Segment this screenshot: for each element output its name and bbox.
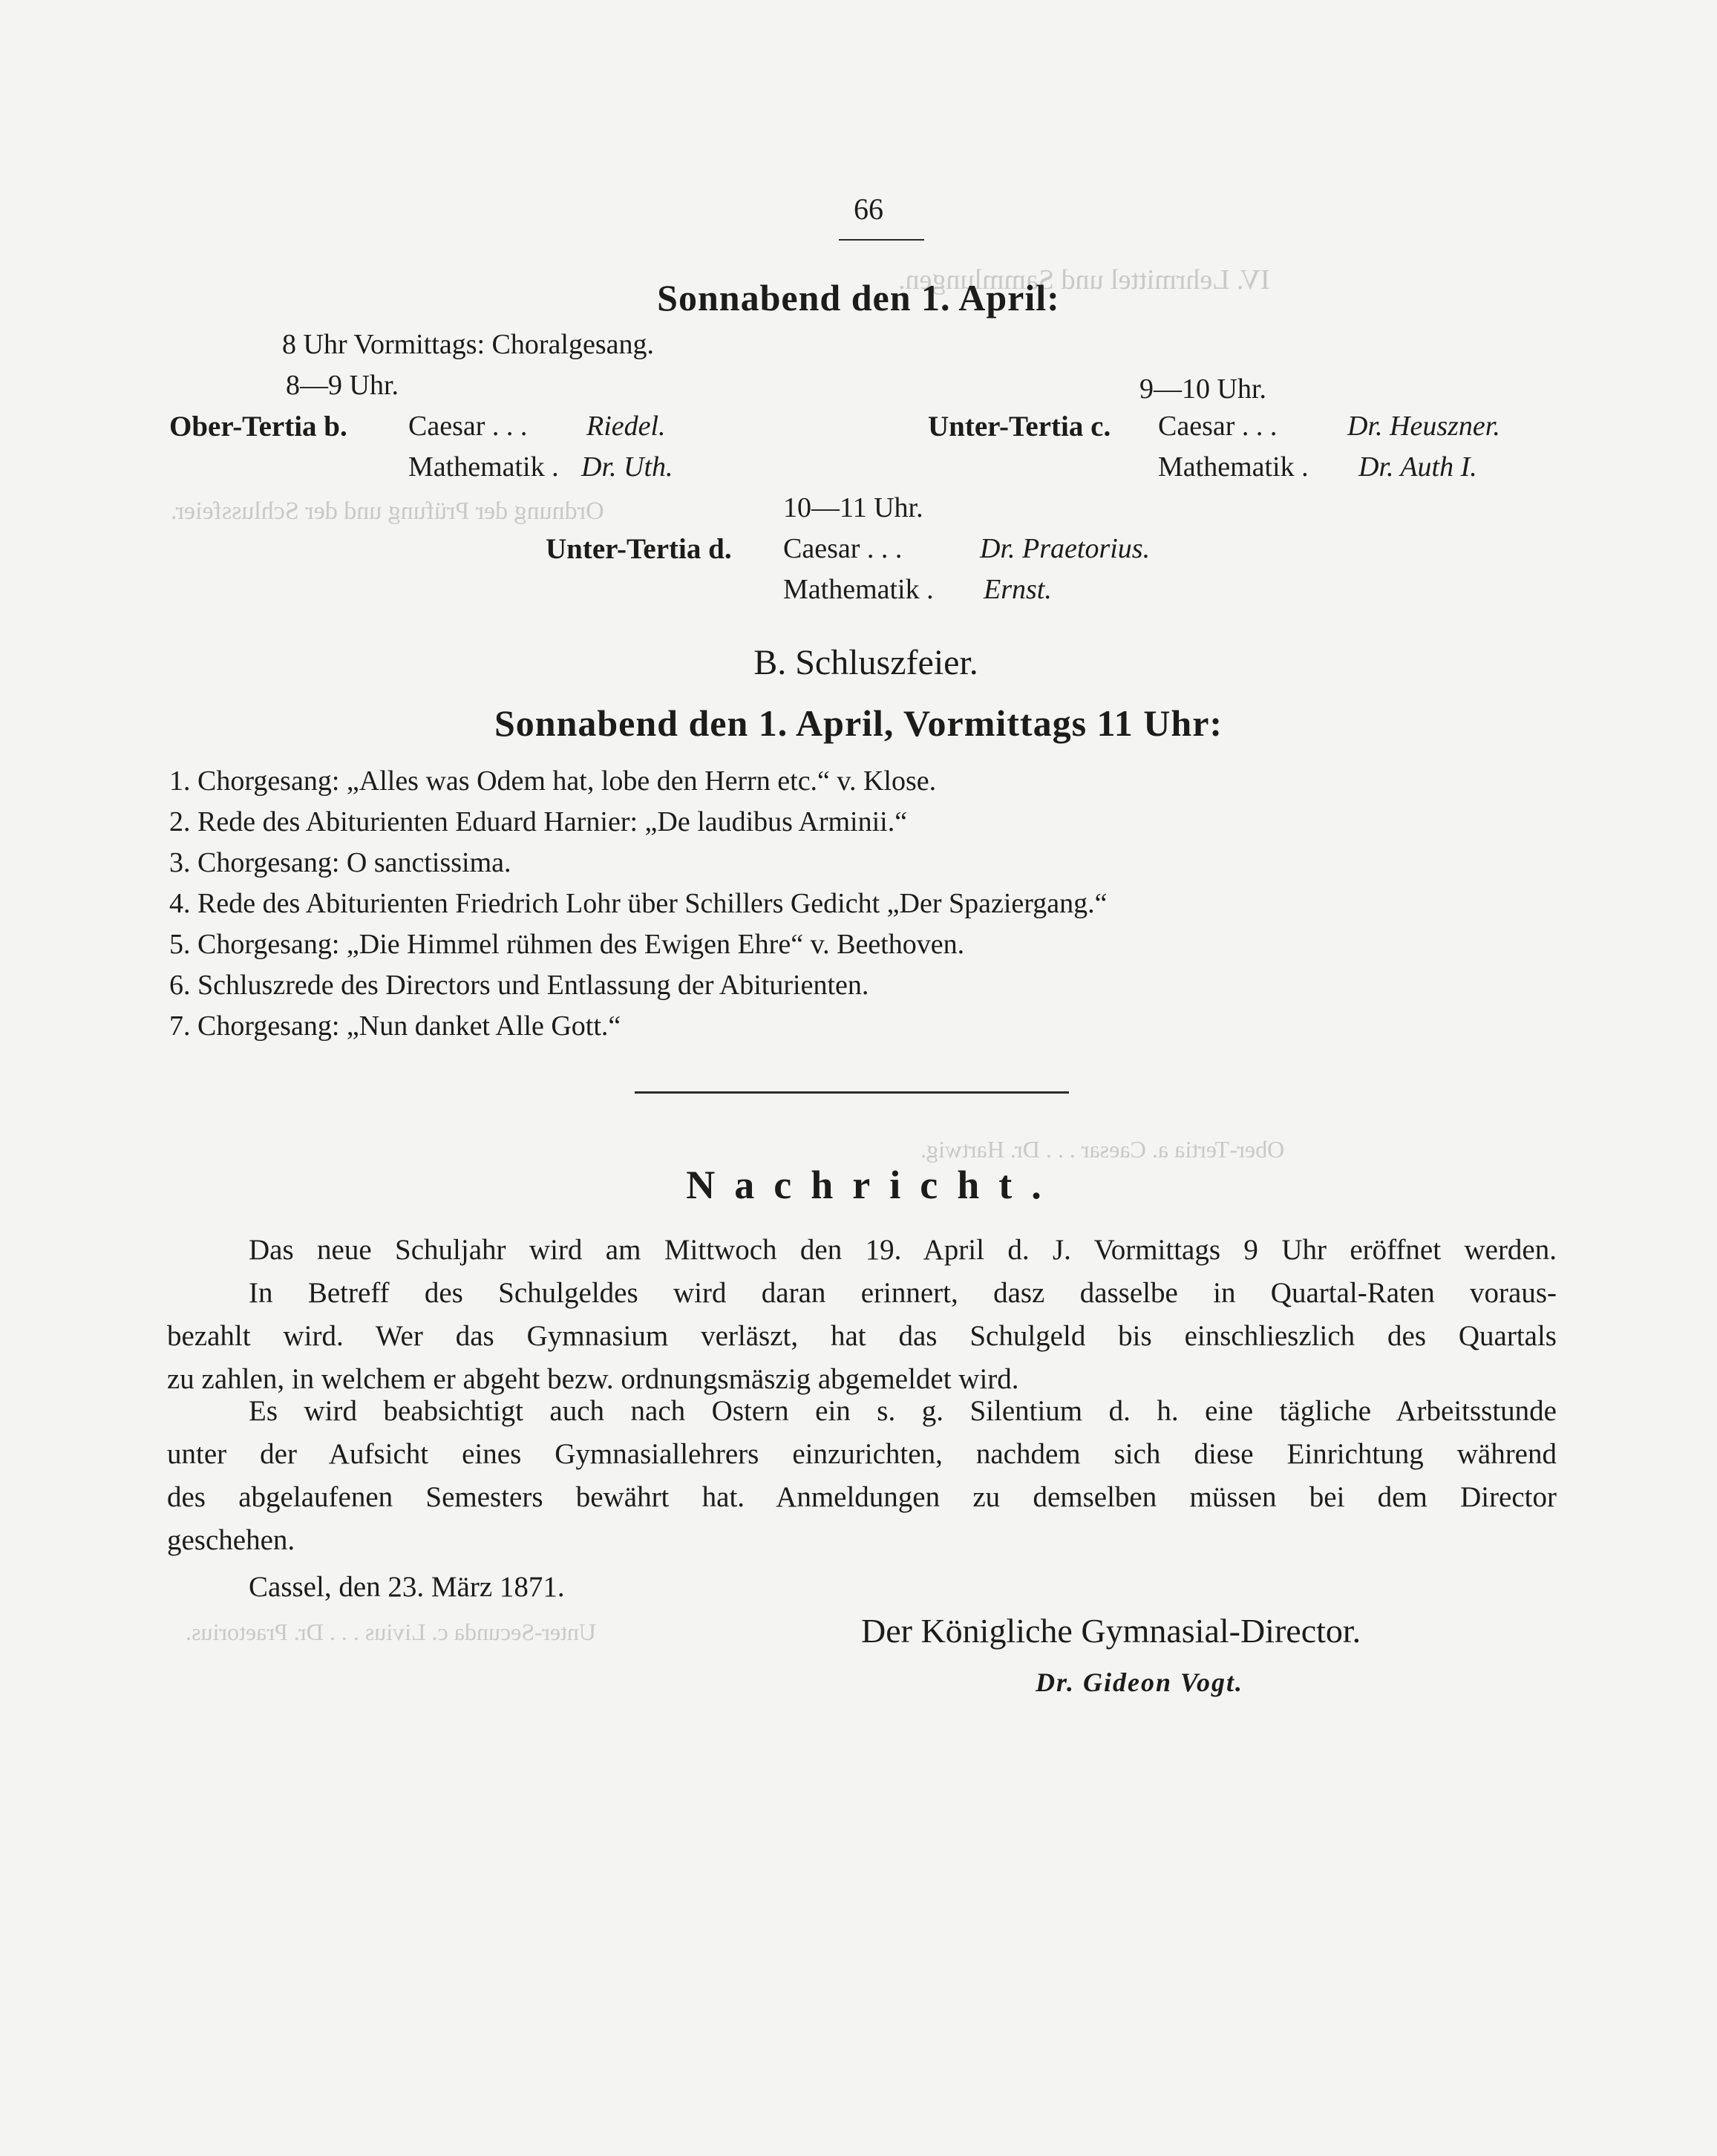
signature-title: Der Königliche Gymnasial-Director. xyxy=(861,1612,1361,1650)
paragraph-line: bezahlt wird. Wer das Gymnasium verläszt, hat das Schulgeld bis einschlieszlich des Quartals xyxy=(167,1320,1557,1352)
program-item: 4. Rede des Abiturienten Friedrich Lohr über Schillers Gedicht „Der Spaziergang.“ xyxy=(169,888,1108,919)
slot-2-subject-1: Caesar . . . xyxy=(1158,411,1278,442)
signature-name: Dr. Gideon Vogt. xyxy=(1036,1667,1244,1697)
page-number-underline xyxy=(839,239,924,241)
slot-3-subject-1: Caesar . . . xyxy=(783,533,903,564)
heading-exam-day: Sonnabend den 1. April: xyxy=(657,277,1060,318)
slot-2-subject-2: Mathematik . xyxy=(1158,451,1309,483)
page-number: 66 xyxy=(854,192,883,226)
paragraph-line: zu zahlen, in welchem er abgeht bezw. ordnungsmäszig abgemeldet wird. xyxy=(167,1363,1019,1395)
heading-closing-ceremony: Sonnabend den 1. April, Vormittags 11 Uhr: xyxy=(494,702,1223,744)
paragraph-line: In Betreff des Schulgeldes wird daran erinnert, dasz dasselbe in Quartal-Raten voraus- xyxy=(249,1277,1557,1309)
slot-3-class: Unter-Tertia d. xyxy=(546,533,732,565)
paragraph-line: Es wird beabsichtigt auch nach Ostern ein s. g. Silentium d. h. eine tägliche Arbeitsstunde xyxy=(249,1395,1557,1427)
paragraph-line: geschehen. xyxy=(167,1524,295,1556)
nachricht-title: Nachricht. xyxy=(686,1163,1061,1207)
slot-1-class: Ober-Tertia b. xyxy=(169,411,347,442)
slot-3-teacher-1: Dr. Praetorius. xyxy=(980,533,1151,564)
paragraph-line: Das neue Schuljahr wird am Mittwoch den 19. April d. J. Vormittags 9 Uhr eröffnet werden. xyxy=(249,1234,1557,1266)
section-divider xyxy=(635,1091,1069,1094)
slot-1-subject-2: Mathematik . xyxy=(408,451,559,483)
slot-1-teacher-1: Riedel. xyxy=(586,411,666,442)
slot-2-class: Unter-Tertia c. xyxy=(928,411,1111,442)
choral-line: 8 Uhr Vormittags: Choralgesang. xyxy=(282,329,654,360)
slot-3-subject-2: Mathematik . xyxy=(783,574,934,605)
slot-3-time: 10—11 Uhr. xyxy=(783,492,923,523)
dateline: Cassel, den 23. März 1871. xyxy=(249,1571,565,1603)
program-item: 6. Schluszrede des Directors und Entlassung der Abiturienten. xyxy=(169,970,869,1001)
program-item: 7. Chorgesang: „Nun danket Alle Gott.“ xyxy=(169,1010,621,1042)
program-item: 2. Rede des Abiturienten Eduard Harnier: „De laudibus Arminii.“ xyxy=(169,806,908,837)
paragraph-line: unter der Aufsicht eines Gymnasiallehrers einzurichten, nachdem sich diese Einrichtung während xyxy=(167,1438,1557,1470)
section-b-heading: B. Schluszfeier. xyxy=(753,643,978,682)
document-page: IV. Lehrmittel und Sammlungen. Ordnung der Prüfung und der Schlussfeier. Ober-Tertia a. Caesar . . . Dr. Hartwig. Unter-Secunda c. Livius . . . Dr. Praetorius. 66 Sonnabend den 1. April: 8 Uhr Vormittags: Choralgesang. 8—9 Uhr. Ober-Tertia b. Caesar . . . Riedel. Mathematik . Dr. Uth. 9—10 Uhr. Unter-Tertia c. Caesar . . . Dr. Heuszner. Mathematik . Dr. Auth I. 10—11 Uhr. Unter-Tertia d. Caesar . . . Dr. Praetorius. Mathematik . Ernst. B. Schluszfeier. Sonnabend den 1. April, Vormittags 11 Uhr: 1. Chorgesang: „Alles was Odem hat, lobe den Herrn etc.“ v. Klose. 2. Rede des Abiturienten Eduard Harnier: „De laudibus Arminii.“ 3. Chorgesang: O sanctissima. 4. Rede des Abiturienten Friedrich Lohr über Schillers Gedicht „Der Spaziergang.“ 5. Chorgesang: „Die Himmel rühmen des Ewigen Ehre“ v. Beethoven. 6. Schluszrede des Directors und Entlassung der Abiturienten. 7. Chorgesang: „Nun danket Alle Gott.“ Nachricht. Das neue Schuljahr wird am Mittwoch den 19. April d. J. Vormittags 9 Uhr eröffnet werden. In Betreff des Schulgeldes wird daran erinnert, dasz dasselbe in Quartal-Raten voraus- bezahlt wird. Wer das Gymnasium verläszt, hat das Schulgeld bis einschlieszlich des Quartals zu zahlen, in welchem er abgeht bezw. ordnungsmäszig abgemeldet wird. Es wird beabsichtigt auch nach Ostern ein s. g. Silentium d. h. eine tägliche Arbeitsstunde unter der Aufsicht eines Gymnasiallehrers einzurichten, nachdem sich diese Einrichtung während des abgelaufenen Semesters bewährt hat. Anmeldungen zu demselben müssen bei dem Director geschehen. Cassel, den 23. März 1871. Der Königliche Gymnasial-Director. Dr. Gideon Vogt. xyxy=(0,0,1717,2156)
slot-1-teacher-2: Dr. Uth. xyxy=(581,451,673,483)
slot-2-teacher-2: Dr. Auth I. xyxy=(1358,451,1477,483)
program-item: 5. Chorgesang: „Die Himmel rühmen des Ewigen Ehre“ v. Beethoven. xyxy=(169,929,965,960)
slot-1-time: 8—9 Uhr. xyxy=(286,370,399,401)
slot-1-subject-1: Caesar . . . xyxy=(408,411,528,442)
paragraph-line: des abgelaufenen Semesters bewährt hat. Anmeldungen zu demselben müssen bei dem Director xyxy=(167,1481,1557,1513)
program-item: 1. Chorgesang: „Alles was Odem hat, lobe den Herrn etc.“ v. Klose. xyxy=(169,765,937,797)
slot-2-time: 9—10 Uhr. xyxy=(1139,373,1266,405)
slot-2-teacher-1: Dr. Heuszner. xyxy=(1347,411,1500,442)
slot-3-teacher-2: Ernst. xyxy=(984,574,1052,605)
program-item: 3. Chorgesang: O sanctissima. xyxy=(169,847,511,878)
